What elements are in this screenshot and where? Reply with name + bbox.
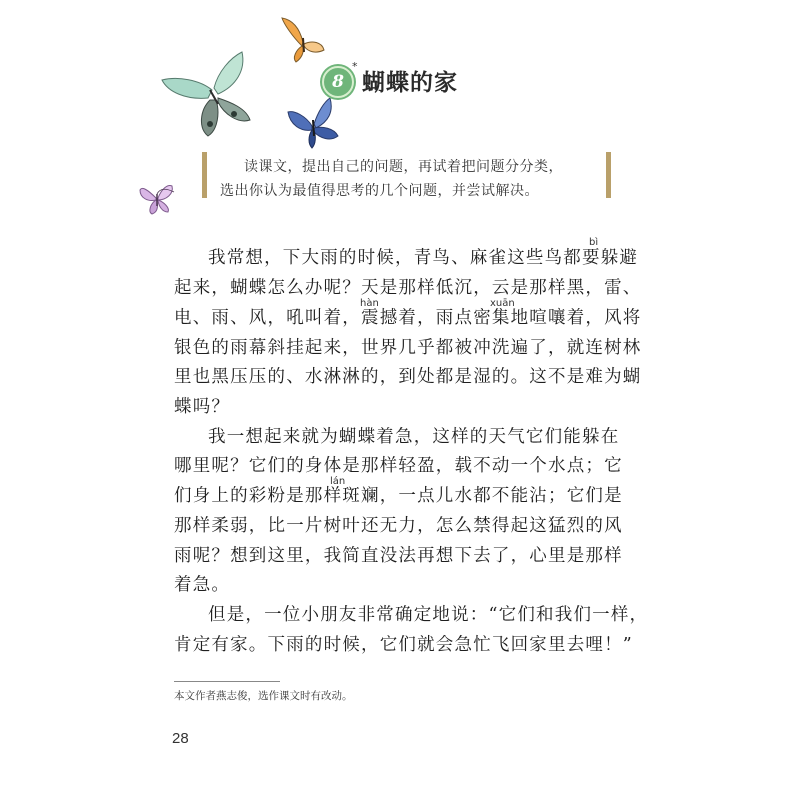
footnote: 本文作者燕志俊，选作课文时有改动。 [174, 690, 353, 702]
pinyin-han: hàn [360, 298, 379, 309]
instruction-line-2: 选出你认为最值得思考的几个问题，并尝试解决。 [220, 183, 539, 199]
instruction-right-bracket [606, 152, 611, 198]
lesson-title: 蝴蝶的家 [362, 69, 458, 96]
footnote-divider [174, 681, 280, 682]
orange-butterfly-illustration [278, 16, 328, 64]
body-line: 蝶吗？ [174, 397, 231, 417]
body-line: 电、雨、风，吼叫着，震撼着，雨点密集地喧嚷着，风将 [174, 308, 642, 328]
green-butterfly-illustration [160, 50, 255, 142]
body-line: 们身上的彩粉是那样斑斓，一点儿水都不能沾；它们是 [174, 486, 623, 506]
body-line: 但是，一位小朋友非常确定地说：“它们和我们一样， [208, 605, 649, 625]
body-line: 我一想起来就为蝴蝶着急，这样的天气它们能躲在 [208, 427, 620, 447]
blue-butterfly-illustration [286, 96, 340, 150]
body-line: 那样柔弱，比一片树叶还无力，怎么禁得起这猛烈的风 [174, 516, 623, 536]
body-line: 着急。 [174, 575, 231, 595]
pinyin-xuan: xuān [490, 298, 515, 309]
body-line: 哪里呢？它们的身体是那样轻盈，载不动一个水点；它 [174, 456, 623, 476]
instruction-left-bracket [202, 152, 207, 198]
body-line: 肯定有家。下雨的时候，它们就会急忙飞回家里去哩！” [174, 635, 633, 655]
pinyin-bi: bì [589, 237, 599, 248]
page-number: 28 [172, 730, 189, 747]
body-line: 雨呢？想到这里，我简直没法再想下去了，心里是那样 [174, 546, 623, 566]
body-line: 我常想，下大雨的时候，青鸟、麻雀这些鸟都要躲避 [208, 248, 639, 268]
body-line: 起来，蝴蝶怎么办呢？天是那样低沉，云是那样黑，雷、 [174, 278, 642, 298]
instruction-line-1: 读课文，提出自己的问题，再试着把问题分分类， [244, 159, 563, 175]
lesson-optional-marker: * [352, 60, 358, 73]
pinyin-lan: lán [330, 476, 346, 487]
body-line: 里也黑压压的、水淋淋的，到处都是湿的。这不是难为蝴 [174, 367, 642, 387]
body-line: 银色的雨幕斜挂起来，世界几乎都被冲洗遍了，就连树林 [174, 338, 642, 358]
lesson-number-badge: 8 [322, 66, 354, 98]
pink-butterfly-illustration [138, 180, 176, 216]
